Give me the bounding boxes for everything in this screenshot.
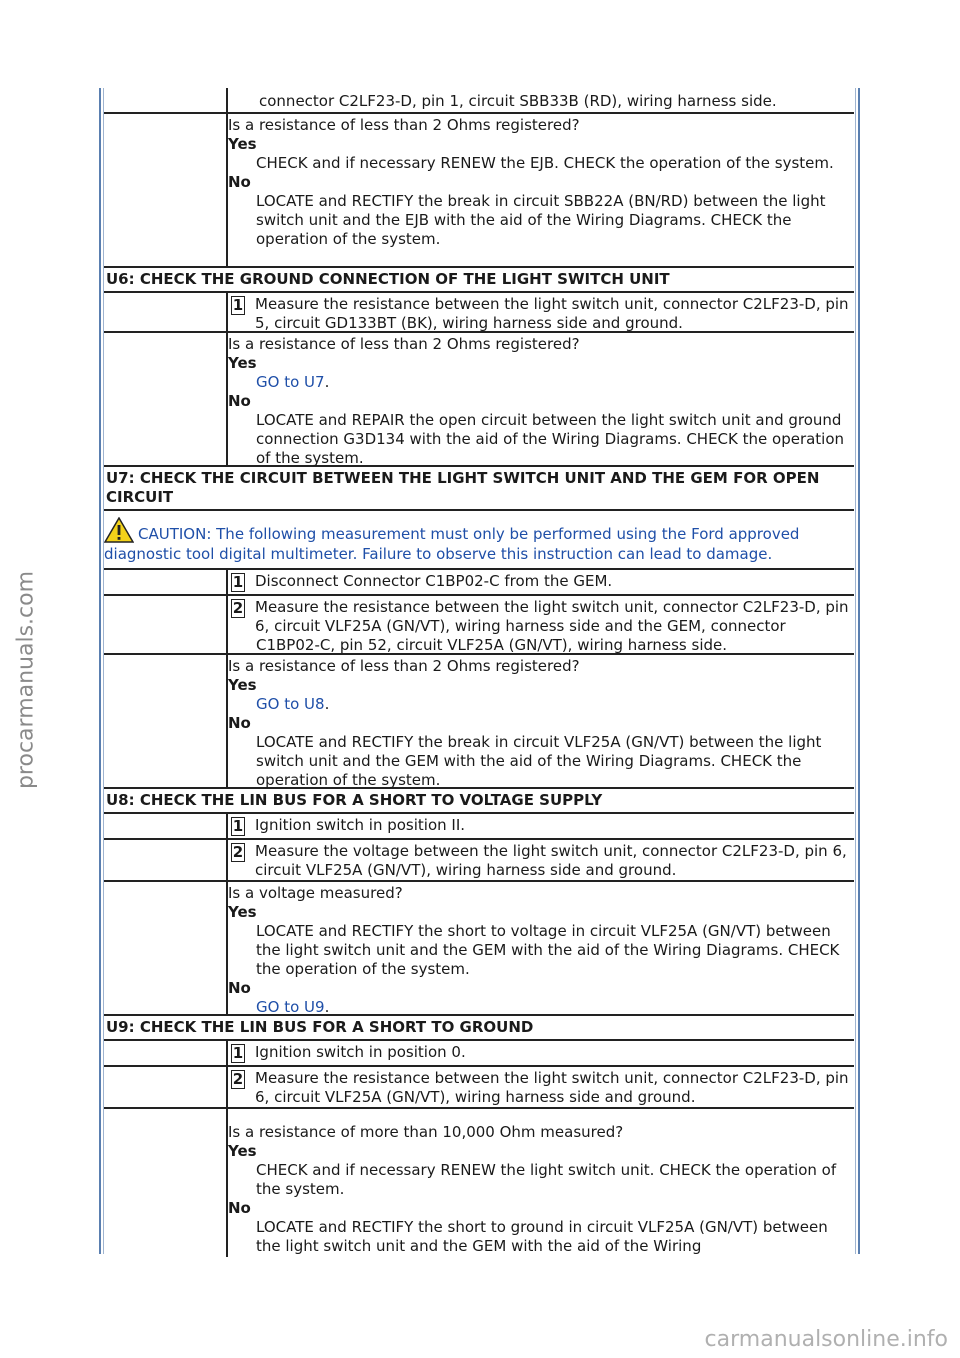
go-to-u7-link[interactable]: GO to U7 bbox=[256, 373, 325, 391]
step-text: Ignition switch in position 0. bbox=[255, 1043, 466, 1061]
step-1 bbox=[231, 572, 852, 592]
table-row bbox=[104, 814, 854, 840]
yes-text: LOCATE and RECTIFY the short to voltage in circuit VLF25A (GN/VT) between the light switch unit and the GEM with the aid of the Wiring Diagrams. CHECK the operation of the system. bbox=[256, 922, 840, 978]
table-row bbox=[104, 88, 854, 114]
step-text: Measure the voltage between the light switch unit, connector C2LF23-D, pin 6, circuit VLF25A (GN/VT), wiring harness side and ground. bbox=[255, 842, 847, 879]
step-number: 2 bbox=[232, 843, 244, 861]
table-row bbox=[104, 596, 854, 655]
right-rail-inner bbox=[855, 88, 856, 1254]
section-title-u8: U8: CHECK THE LIN BUS FOR A SHORT TO VOLTAGE SUPPLY bbox=[104, 789, 854, 814]
table-row bbox=[104, 293, 854, 333]
yes-text: CHECK and if necessary RENEW the EJB. CHECK the operation of the system. bbox=[256, 154, 834, 172]
diagnostic-table bbox=[104, 88, 854, 1257]
step-1 bbox=[231, 816, 852, 836]
left-rail bbox=[99, 88, 101, 1254]
table-row: Is a resistance of less than 2 Ohms registered? Yes GO to U8. No LOCATE and RECTIFY the break in circuit VLF25A (GN/VT) between the light switch unit and the GEM with the aid of the Wiring Diagrams. CHECK the operation of the system. bbox=[104, 655, 854, 789]
warning-icon bbox=[104, 517, 134, 543]
yes-text: CHECK and if necessary RENEW the light switch unit. CHECK the operation of the system. bbox=[256, 1161, 837, 1198]
question-text: Is a resistance of less than 2 Ohms registered? bbox=[228, 116, 580, 134]
step-1 bbox=[231, 295, 852, 333]
question-text: Is a resistance of less than 2 Ohms registered? bbox=[228, 335, 580, 353]
caution-text: CAUTION: The following measurement must only be performed using the Ford approved diagnostic tool digital multimeter. Failure to observe this instruction can lead to damage. bbox=[104, 525, 800, 563]
step-2 bbox=[231, 842, 852, 880]
step-number: 1 bbox=[232, 296, 244, 314]
no-label: No bbox=[228, 392, 251, 410]
step-text: Measure the resistance between the light switch unit, connector C2LF23-D, pin 6, circuit VLF25A (GN/VT), wiring harness side and the GEM, connector bbox=[255, 598, 849, 635]
yes-label: Yes bbox=[228, 1142, 257, 1160]
step-1 bbox=[231, 1043, 852, 1063]
question-text: Is a resistance of more than 10,000 Ohm measured? bbox=[228, 1123, 624, 1141]
question-text: Is a resistance of less than 2 Ohms registered? bbox=[228, 657, 580, 675]
step-number: 1 bbox=[232, 1044, 244, 1062]
no-text: LOCATE and RECTIFY the short to ground in circuit VLF25A (GN/VT) between the light switch unit and the GEM with the aid of the Wiring bbox=[256, 1218, 828, 1255]
no-label: No bbox=[228, 1199, 251, 1217]
step-text: Ignition switch in position II. bbox=[255, 816, 466, 834]
section-title-u7: U7: CHECK THE CIRCUIT BETWEEN THE LIGHT SWITCH UNIT AND THE GEM FOR OPEN CIRCUIT bbox=[104, 467, 854, 511]
yes-label: Yes bbox=[228, 135, 257, 153]
step-text-cont: C1BP02-C, pin 52, circuit VLF25A (GN/VT), wiring harness side. bbox=[256, 636, 727, 654]
watermark-bottom-right: carmanualsonline.info bbox=[704, 1327, 948, 1352]
table-row bbox=[104, 570, 854, 596]
table-row: Is a resistance of less than 2 Ohms registered? Yes GO to U7. No LOCATE and REPAIR the open circuit between the light switch unit and ground connection G3D134 with the aid of the Wiring Diagrams. CHECK the operation of the system. bbox=[104, 333, 854, 467]
no-label: No bbox=[228, 979, 251, 997]
step-text: Measure the resistance between the light switch unit, connector C2LF23-D, pin 6, circuit VLF25A (GN/VT), wiring harness side and ground. bbox=[255, 1069, 849, 1106]
table-row bbox=[104, 1067, 854, 1109]
table-row bbox=[104, 840, 854, 882]
right-rail bbox=[858, 88, 860, 1254]
watermark-left: procarmanuals.com bbox=[13, 570, 39, 790]
yes-label: Yes bbox=[228, 903, 257, 921]
step-text: connector C2LF23-D, pin 1, circuit SBB33B (RD), wiring harness side. bbox=[259, 92, 777, 110]
section-title-u9: U9: CHECK THE LIN BUS FOR A SHORT TO GROUND bbox=[104, 1016, 854, 1041]
no-text: LOCATE and REPAIR the open circuit between the light switch unit and ground connection G3D134 with the aid of the Wiring Diagrams. CHECK the operation of the system. bbox=[256, 411, 845, 467]
step-2 bbox=[231, 1069, 852, 1107]
table-row: Is a voltage measured? Yes LOCATE and RECTIFY the short to voltage in circuit VLF25A (GN/VT) between the light switch unit and the GEM with the aid of the Wiring Diagrams. CHECK the operation of the system. No GO to U9. bbox=[104, 882, 854, 1016]
no-text: LOCATE and RECTIFY the break in circuit VLF25A (GN/VT) between the light switch unit and the GEM with the aid of the Wiring Diagrams. CHECK the operation of the system. bbox=[256, 733, 822, 789]
step-number: 1 bbox=[232, 817, 244, 835]
yes-label: Yes bbox=[228, 354, 257, 372]
no-label: No bbox=[228, 173, 251, 191]
table-row bbox=[104, 114, 854, 268]
question-text: Is a voltage measured? bbox=[228, 884, 403, 902]
table-row bbox=[104, 1041, 854, 1067]
step-text: Disconnect Connector C1BP02-C from the GEM. bbox=[255, 572, 613, 590]
yes-label: Yes bbox=[228, 676, 257, 694]
section-title-u6: U6: CHECK THE GROUND CONNECTION OF THE LIGHT SWITCH UNIT bbox=[104, 268, 854, 293]
step-number: 1 bbox=[232, 573, 244, 591]
go-to-u8-link[interactable]: GO to U8 bbox=[256, 695, 325, 713]
no-label: No bbox=[228, 714, 251, 732]
table-row bbox=[104, 1109, 854, 1257]
step-number: 2 bbox=[232, 1070, 244, 1088]
step-2 bbox=[231, 598, 852, 636]
caution-note bbox=[104, 511, 854, 570]
step-number: 2 bbox=[232, 599, 244, 617]
no-text: LOCATE and RECTIFY the break in circuit SBB22A (BN/RD) between the light switch unit and the EJB with the aid of the Wiring Diagrams. CHECK the operation of the system. bbox=[256, 192, 826, 248]
step-text: Measure the resistance between the light switch unit, connector C2LF23-D, pin 5, circuit GD133BT (BK), wiring harness side and ground. bbox=[255, 295, 849, 332]
go-to-u9-link[interactable]: GO to U9 bbox=[256, 998, 325, 1016]
